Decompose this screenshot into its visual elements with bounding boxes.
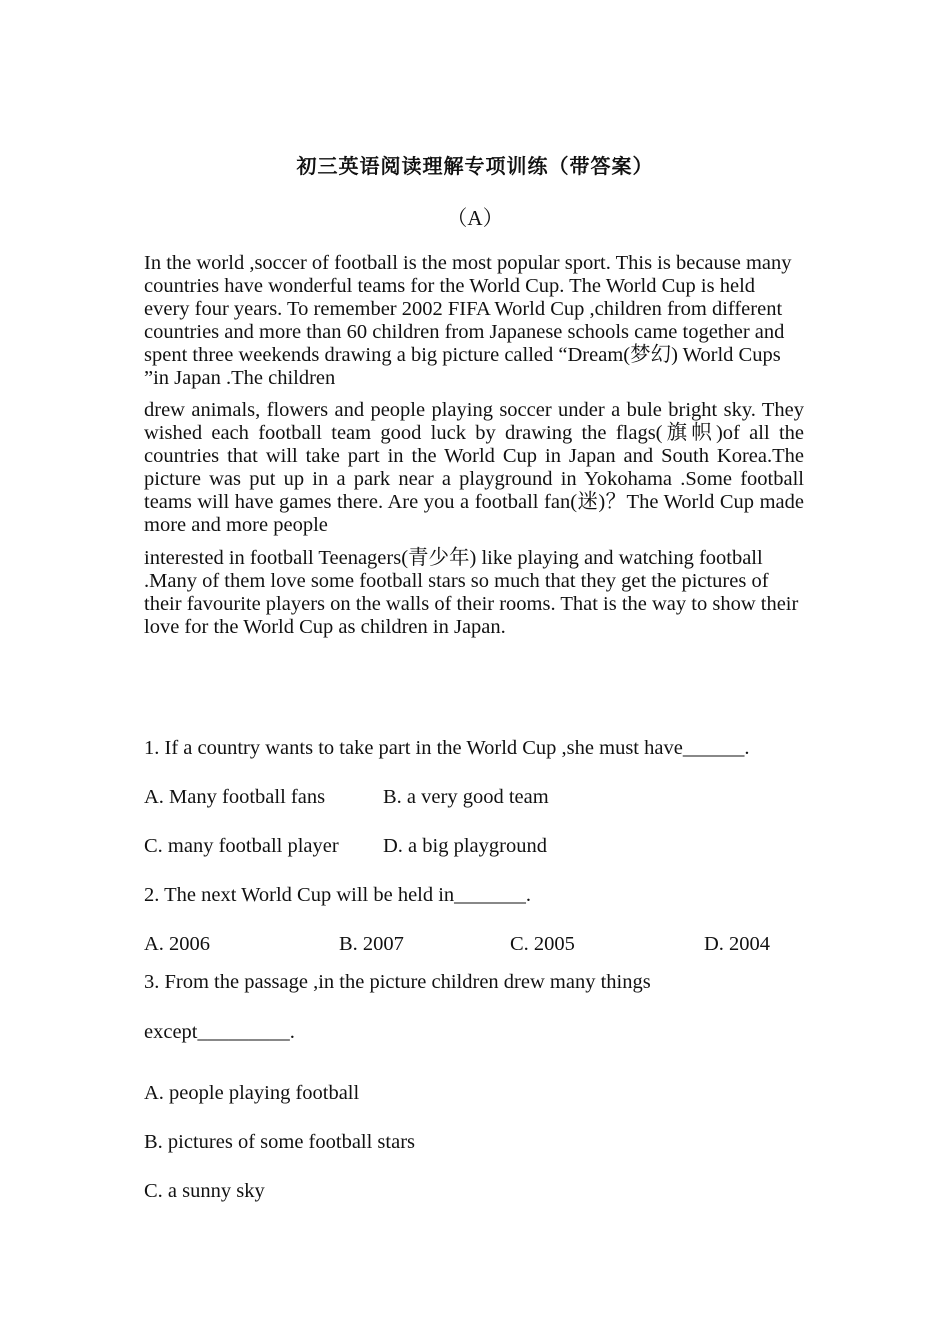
question-2-stem: 2. The next World Cup will be held in_______. — [144, 884, 532, 906]
question-2-option-c: C. 2005 — [510, 933, 575, 955]
section-label: （A） — [446, 206, 504, 230]
question-1-option-d: D. a big playground — [383, 835, 547, 857]
question-3-option-a: A. people playing football — [144, 1082, 360, 1104]
question-1-option-a: A. Many football fans — [144, 786, 326, 808]
question-3-option-b: B. pictures of some football stars — [144, 1131, 416, 1153]
question-3-option-c: C. a sunny sky — [144, 1180, 265, 1202]
question-2-option-d: D. 2004 — [704, 933, 771, 955]
question-1-option-c: C. many football player — [144, 835, 339, 857]
passage-paragraph-2: drew animals, flowers and people playing soccer under a bule bright sky. They wished each football team good luck by drawing the flags(旗帜)of all the countries that will take part in the World Cup in Japan and South Korea.The picture was put up in a park near a playground in Yokohama .Some football teams will have games there. Are you a football fan(迷)？The World Cup made more and more people — [144, 399, 804, 536]
document-title: 初三英语阅读理解专项训练（带答案） — [296, 154, 654, 178]
question-2-option-a: A. 2006 — [144, 933, 211, 955]
question-2-option-b: B. 2007 — [339, 933, 404, 955]
passage-paragraph-3: interested in football Teenagers(青少年) like playing and watching football .Many of them love some football stars so much that they get the pictures of their favourite players on the walls of their rooms. That is the way to show their love for the World Cup as children in Japan. — [144, 547, 799, 638]
question-3-stem: 3. From the passage ,in the picture children drew many things — [144, 971, 651, 993]
question-1-stem: 1. If a country wants to take part in the World Cup ,she must have______. — [144, 737, 750, 759]
question-3-stem-continued: except_________. — [144, 1021, 295, 1043]
passage-paragraph-1: In the world ,soccer of football is the most popular sport. This is because many countries have wonderful teams for the World Cup. The World Cup is held every four years. To remember 2002 FIFA World Cup ,children from different countries and more than 60 children from Japanese schools came together and spent three weekends drawing a big picture called “Dream(梦幻) World Cups ”in Japan .The children — [144, 252, 792, 389]
question-1-option-b: B. a very good team — [383, 786, 549, 808]
